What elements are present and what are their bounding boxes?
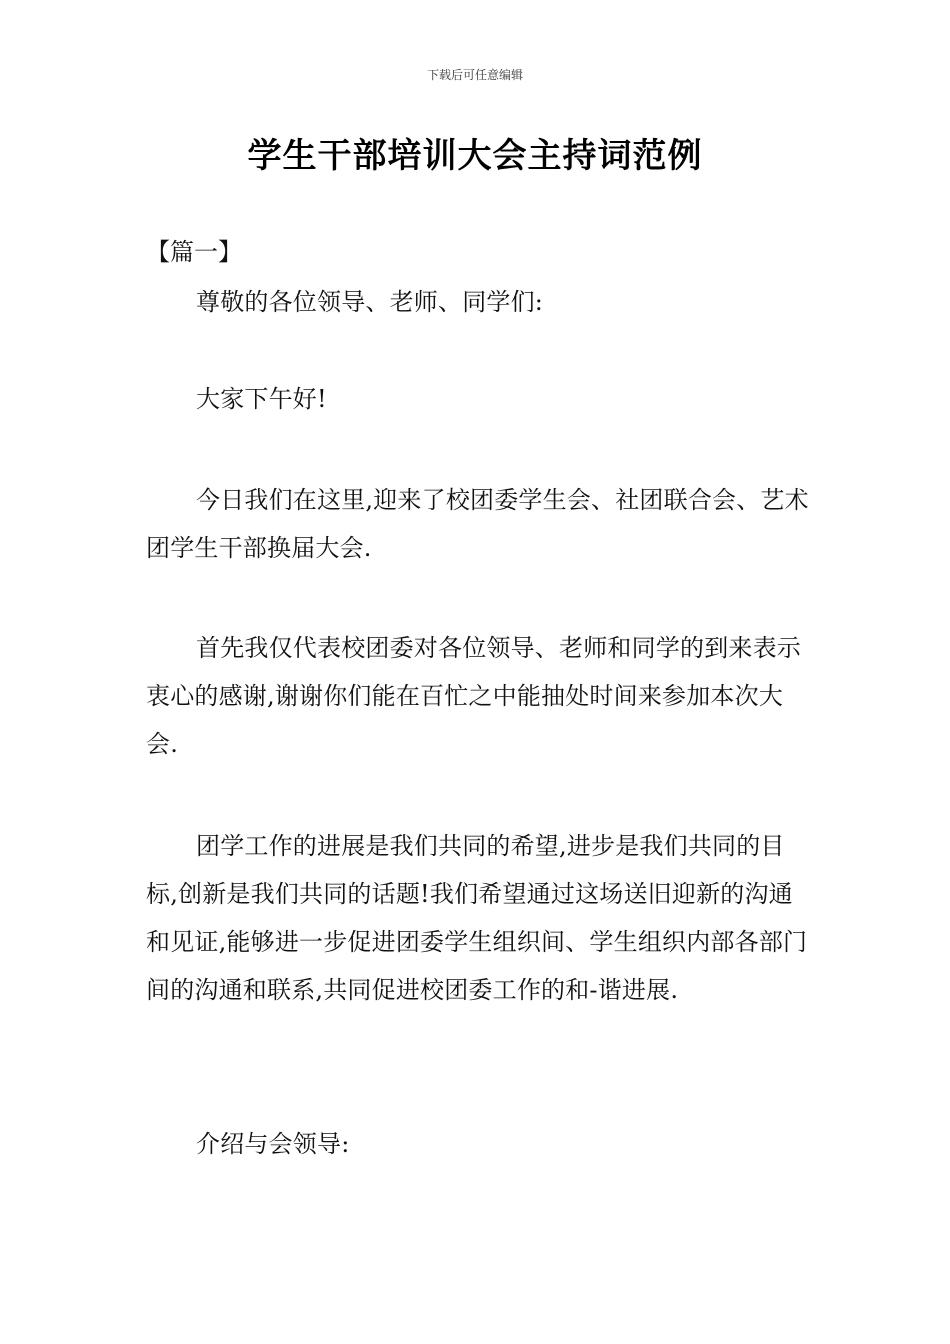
header-note: 下载后可任意编辑 xyxy=(426,68,523,82)
paragraph-occasion: 今日我们在这里,迎来了校团委学生会、社团联合会、艺术团学生干部换届大会. xyxy=(146,486,809,562)
paragraph-good-afternoon: 大家下午好! xyxy=(196,385,327,413)
section-label: 【篇一】 xyxy=(146,238,242,266)
document-title: 学生干部培训大会主持词范例 xyxy=(247,136,703,176)
paragraph-thanks: 首先我仅代表校团委对各位领导、老师和同学的到来表示衷心的感谢,谢谢你们能在百忙之中能抽处时间来参加本次大会. xyxy=(146,634,801,758)
paragraph-introduce-leaders: 介绍与会领导: xyxy=(196,1130,350,1158)
paragraph-greeting: 尊敬的各位领导、老师、同学们: xyxy=(196,288,544,316)
paragraph-goals: 团学工作的进展是我们共同的希望,进步是我们共同的目标,创新是我们共同的话题!我们希望通过这场送旧迎新的沟通和见证,能够进一步促进团委学生组织间、学生组织内部各部门间的沟通和联系,共同促进校团委工作的和-谐进展. xyxy=(146,832,808,1004)
